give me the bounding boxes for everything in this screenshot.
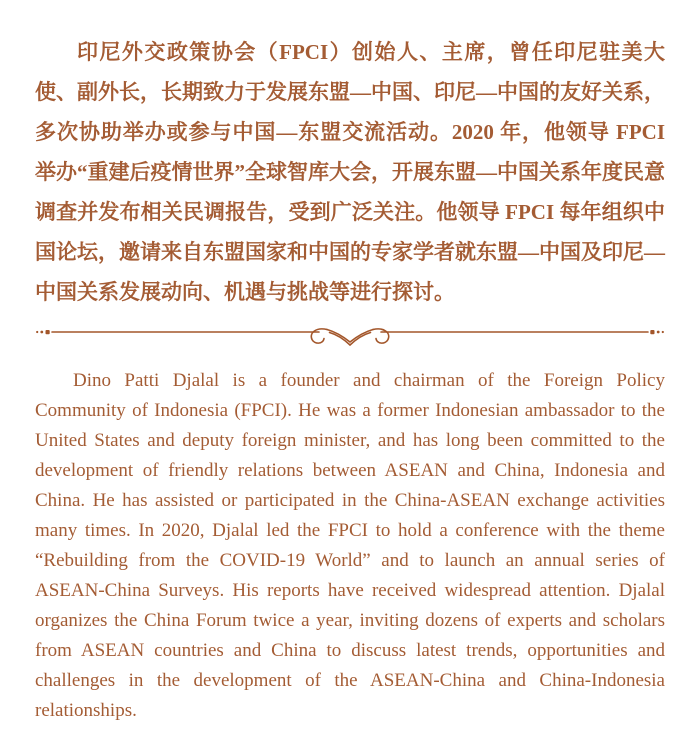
english-bio-paragraph: Dino Patti Djalal is a founder and chairman of the Foreign Policy Community of Indonesia (FPCI). He was a former Indonesian ambassador to the United States and deputy foreign minister, and has long been committed to the development of friendly relations between ASEAN and China, Indonesia and China. He has assisted or participated in the China-ASEAN exchange activities many times. In 2020, Djalal led the FPCI to hold a conference with the theme “Rebuilding from the COVID-19 World” and to launch an annual series of ASEAN-China Surveys. His reports have received widespread attention. Djalal organizes the China Forum twice a year, inviting dozens of experts and scholars from ASEAN countries and China to discuss latest trends, opportunities and challenges in the development of the ASEAN-China and China-Indonesia relationships. [35,370,665,721]
chinese-bio-paragraph: 印尼外交政策协会（FPCI）创始人、主席，曾任印尼驻美大使、副外长，长期致力于发展东盟—中国、印尼—中国的友好关系，多次协助举办或参与中国—东盟交流活动。2020 年，他领导 FPCI 举办“重建后疫情世界”全球智库大会，开展东盟—中国关系年度民意调查并发布相关民调报告，受到广泛关注。他领导 FPCI 每年组织中国论坛，邀请来自东盟国家和中国的专家学者就东盟—中国及印尼—中国关系发展动向、机遇与挑战等进行探讨。 [35,40,665,304]
divider-flourish-icon [35,322,665,352]
ornamental-divider [35,322,665,352]
